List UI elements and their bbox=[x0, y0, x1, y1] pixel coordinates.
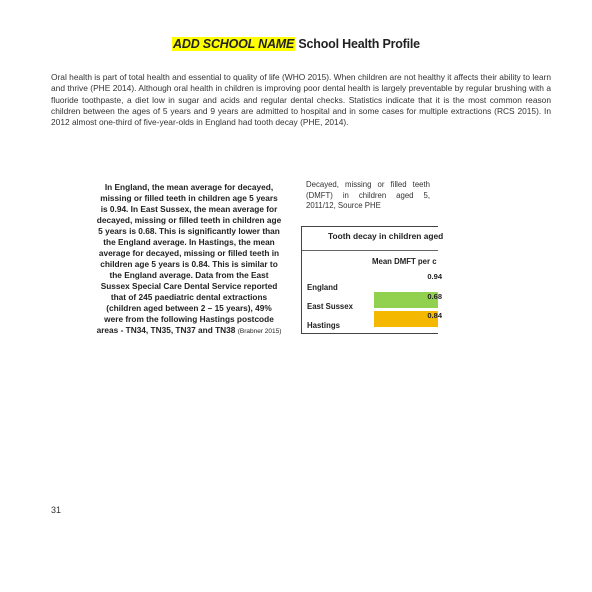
callout-text: In England, the mean average for decayed, missing or filled teeth in children age 5 years is 0.94. In East Sussex, the mean average for decayed, missing or filled teeth in children age 5 years is 0.68. This is significantly lower than the England average. In Hastings, the mean average for decayed, missing or filled teeth in children age 5 years is 0.84. This is similar to the England average. Data from the East Sussex Special Care Dental Service reported that of 245 paediatric dental extractions (children aged between 2 – 15 years), 49% were from the following Hastings postcode areas - TN34, TN35, TN37 and TN38 bbox=[96, 182, 282, 335]
row-value-hastings bbox=[374, 311, 442, 327]
table-caption: Decayed, missing or filled teeth (DMFT) in children aged 5, 2011/12, Source PHE bbox=[306, 180, 430, 211]
row-value-east-sussex bbox=[374, 292, 442, 308]
value-england: 0.94 bbox=[427, 272, 442, 281]
table-divider bbox=[302, 250, 438, 251]
value-east-sussex: 0.68 bbox=[427, 292, 442, 301]
page-number: 31 bbox=[51, 505, 62, 515]
dental-statistics-callout bbox=[96, 182, 282, 337]
callout-source: (Brabner 2015) bbox=[237, 328, 282, 335]
row-value-england bbox=[374, 272, 442, 288]
school-name-placeholder: ADD SCHOOL NAME bbox=[173, 37, 295, 51]
row-label-hastings: Hastings bbox=[307, 321, 340, 330]
value-hastings: 0.84 bbox=[427, 311, 442, 320]
table-title: Tooth decay in children aged bbox=[328, 231, 444, 241]
row-label-england: England bbox=[307, 283, 338, 292]
intro-paragraph: Oral health is part of total health and essential to quality of life (WHO 2015). When children are not healthy it affects their ability to learn and thrive (PHE 2014). Although oral health in children is improving poor dental health is largely preventable by regular brushing with a fluoride toothpaste, a diet low in sugar and acids and regular dental checks. Statistics indicate that it is the most common reason children between the ages of 5 years and 9 years are admitted to hospital and in some cases for multiple extractions (RCS 2015). In 2012 almost one-third of five-year-olds in England had tooth decay (PHE, 2014). bbox=[51, 72, 551, 128]
title-text: School Health Profile bbox=[298, 37, 420, 51]
tooth-decay-table bbox=[301, 226, 444, 334]
row-label-east-sussex: East Sussex bbox=[307, 302, 353, 311]
table-column-header: Mean DMFT per c bbox=[372, 257, 437, 266]
page-title bbox=[0, 37, 592, 51]
